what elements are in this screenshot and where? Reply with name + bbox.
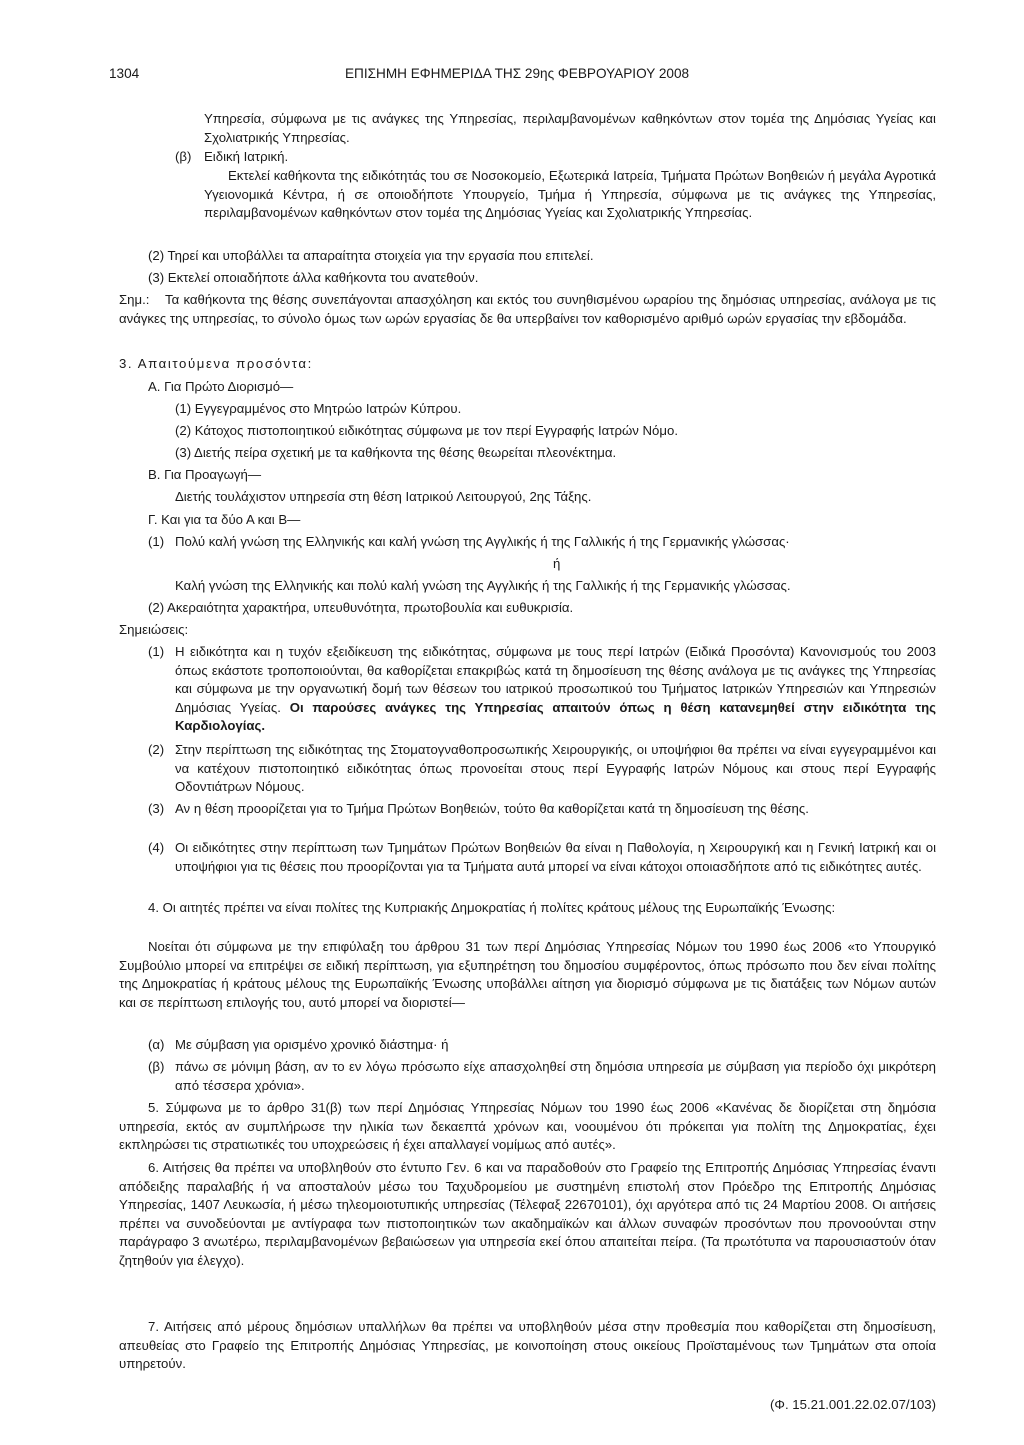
notes-heading: Σημειώσεις: bbox=[119, 622, 189, 637]
proviso-b-label: (β) bbox=[148, 1059, 165, 1074]
duty-beta-title: Ειδική Ιατρική. bbox=[204, 149, 289, 164]
qual-g1-or: ή bbox=[553, 556, 561, 571]
qual-g1-text: Πολύ καλή γνώση της Ελληνικής και καλή γνώση της Αγγλικής ή της Γαλλικής ή της Γερμανικής γλώσσας· bbox=[175, 534, 790, 549]
section-7: 7. Αιτήσεις από μέρους δημόσιων υπαλλήλων θα πρέπει να υποβληθούν μέσα στην προθεσμία που καθορίζεται στη δημοσίευση, απευθείας στο Γραφείο της Επιτροπής Δημόσιας Υπηρεσίας, με κοινοποίηση στους οικείους Προϊσταμένους των Τμημάτων στα οποία υπηρετούν. bbox=[119, 1319, 936, 1372]
proviso-a-label: (α) bbox=[148, 1037, 165, 1052]
gazette-title: ΕΠΙΣΗΜΗ ΕΦΗΜΕΡΙΔΑ ΤΗΣ 29ης ΦΕΒΡΟΥΑΡΙΟΥ 2008 bbox=[344, 66, 690, 81]
qual-g1-alt: Καλή γνώση της Ελληνικής και πολύ καλή γνώση της Αγγλικής ή της Γαλλικής ή της Γερμανικής γλώσσας. bbox=[175, 578, 791, 593]
note-1-text bbox=[175, 643, 936, 736]
qual-a-title: Α. Για Πρώτο Διορισμό— bbox=[148, 379, 294, 394]
note-3-label: (3) bbox=[148, 801, 165, 816]
section-6: 6. Αιτήσεις θα πρέπει να υποβληθούν στο έντυπο Γεν. 6 και να παραδοθούν στο Γραφείο της Επιτροπής Δημόσιας Υπηρεσίας έναντι απόδειξης παραλαβής ή να αποσταλούν μέσω του Ταχυδρομείου με συστημένη επιστολή στον Πρόεδρο της Επιτροπής Δημόσιας Υπηρεσίας, 1407 Λευκωσία, ή μέσω τηλεομοιοτυπικής υπηρεσίας (Τέλεφαξ 22670101), όχι αργότερα από τις 24 Μαρτίου 2008. Οι αιτήσεις πρέπει να συνοδεύονται με αντίγραφα των πιστοποιητικών των ακαδημαϊκών και άλλων συναφών προσόντων που προνοούνται στην παράγραφο 3 ανωτέρω, περιλαμβανομένων βεβαιώσεων για υπηρεσία εκεί όπου απαιτείται πείρα. (Τα πρωτότυπα να παρουσιαστούν όταν ζητηθούν για έλεγχο). bbox=[119, 1160, 936, 1268]
qual-a-item: (1) Εγγεγραμμένος στο Μητρώο Ιατρών Κύπρου. bbox=[175, 401, 462, 416]
section-4: 4. Οι αιτητές πρέπει να είναι πολίτες της Κυπριακής Δημοκρατίας ή πολίτες κράτους μέλους της Ευρωπαϊκής Ένωσης: bbox=[148, 900, 836, 915]
duty-note-text bbox=[119, 291, 936, 328]
note-2-text: Στην περίπτωση της ειδικότητας της Στοματογναθοπροσωπικής Χειρουργικής, οι υποψήφιοι θα πρέπει να είναι εγγεγραμμένοι και να κατέχουν πιστοποιητικό ειδικότητας όπως προνοείται στους περί Εγγραφής Ιατρών Νόμους και στους περί Εγγραφής Οδοντιάτρων Νόμους. bbox=[175, 742, 936, 795]
note-1-emphasis: Οι παρούσες ανάγκες της Υπηρεσίας απαιτούν όπως η θέση κατανεμηθεί στην ειδικότητα της Καρδιολογίας. bbox=[175, 699, 936, 734]
note-3-text: Αν η θέση προορίζεται για το Τμήμα Πρώτων Βοηθειών, τούτο θα καθορίζεται κατά τη δημοσίευση της θέσης. bbox=[175, 801, 809, 816]
qualifications-heading: 3. Απαιτούμενα προσόντα: bbox=[119, 356, 313, 371]
duty-item-2: (2) Τηρεί και υποβάλλει τα απαραίτητα στοιχεία για την εργασία που επιτελεί. bbox=[148, 248, 594, 263]
file-reference: (Φ. 15.21.001.22.02.07/103) bbox=[770, 1397, 936, 1412]
qual-g2: (2) Ακεραιότητα χαρακτήρα, υπευθυνότητα, πρωτοβουλία και ευθυκρισία. bbox=[148, 600, 574, 615]
note-4-text: Οι ειδικότητες στην περίπτωση των Τμημάτων Πρώτων Βοηθειών θα είναι η Παθολογία, η Χειρουργική και η Γενική Ιατρική και οι υποψήφιοι για τις θέσεις που προορίζονται για τα Τμήματα αυτά μπορεί να είναι κάτοχοι οποιασδήποτε από τις ειδικότητες αυτές. bbox=[175, 840, 936, 874]
note-1-body: Η ειδικότητα και η τυχόν εξειδίκευση της ειδικότητας, σύμφωνα με τους περί Ιατρών (Ειδικά Προσόντα) Κανονισμούς του 2003 όπως εκάστοτε τροποποιούνται, θα καθορίζεται επακριβώς κατά τη δημοσίευση της θέσης ανάλογα με τις ανάγκες της Υπηρεσίας και σύμφωνα με την οργανωτική δομή των θέσεων του ιατρικού προσωπικού του Τμήματος Ιατρικών Υπηρεσιών και Υπηρεσιών Δημόσιας Υγείας. bbox=[175, 644, 936, 715]
note-2-label: (2) bbox=[148, 742, 165, 757]
duty-note-label: Σημ.: bbox=[119, 292, 150, 307]
qual-a-item: (3) Διετής πείρα σχετική με τα καθήκοντα της θέσης θεωρείται πλεονέκτημα. bbox=[175, 445, 617, 460]
proviso-a-text: Με σύμβαση για ορισμένο χρονικό διάστημα· ή bbox=[175, 1037, 449, 1052]
qual-a-item: (2) Κάτοχος πιστοποιητικού ειδικότητας σύμφωνα με τον περί Εγγραφής Ιατρών Νόμο. bbox=[175, 423, 678, 438]
qual-b-title: Β. Για Προαγωγή— bbox=[148, 467, 262, 482]
qual-g-title: Γ. Και για τα δύο Α και Β— bbox=[148, 512, 301, 527]
qual-g1-label: (1) bbox=[148, 534, 165, 549]
page-number: 1304 bbox=[109, 66, 140, 81]
note-4-label: (4) bbox=[148, 840, 165, 855]
note-1-label: (1) bbox=[148, 644, 165, 659]
duty-beta-label: (β) bbox=[175, 149, 192, 164]
duty-note-body: Τα καθήκοντα της θέσης συνεπάγονται απασχόληση και εκτός του συνηθισμένου ωραρίου της δημόσιας υπηρεσίας, ανάλογα με τις ανάγκες της υπηρεσίας, το σύνολο όμως των ωρών εργασίας δε θα υπερβαίνει τον καθορισμένο αριθμό ωρών εργασίας την εβδομάδα. bbox=[119, 292, 936, 326]
proviso-b-text: πάνω σε μόνιμη βάση, αν το εν λόγω πρόσωπο είχε απασχοληθεί στη δημόσια υπηρεσία με σύμβαση για περίοδο όχι μικρότερη από τέσσερα χρόνια». bbox=[175, 1059, 936, 1093]
duty-item-3: (3) Εκτελεί οποιαδήποτε άλλα καθήκοντα του ανατεθούν. bbox=[148, 270, 479, 285]
qual-b-text: Διετής τουλάχιστον υπηρεσία στη θέση Ιατρικού Λειτουργού, 2ης Τάξης. bbox=[175, 489, 592, 504]
section-5: 5. Σύμφωνα με το άρθρο 31(β) των περί Δημόσιας Υπηρεσίας Νόμων του 1990 έως 2006 «Κανένας δε διορίζεται στη δημόσια υπηρεσία, εκτός αν συμπλήρωσε την ηλικία των δεκαεπτά χρόνων και, νοουμένου ότι πρόκειται για πολίτη της Δημοκρατίας, έχει εκπληρώσει τις στρατιωτικές του υποχρεώσεις ή έχει απαλλαγεί νομίμως από αυτές». bbox=[119, 1100, 936, 1153]
duty-beta-text: Εκτελεί καθήκοντα της ειδικότητάς του σε Νοσοκομείο, Εξωτερικά Ιατρεία, Τμήματα Πρώτων Βοηθειών ή μεγάλα Αγροτικά Υγειονομικά Κέντρα, ή σε οποιοδήποτε Υπουργείο, Τμήμα ή Υπηρεσία, σύμφωνα με τις ανάγκες της Υπηρεσίας, περιλαμβανομένων καθηκόντων στον τομέα της Δημόσιας Υγείας και Σχολιατρικής Υπηρεσίας. bbox=[204, 168, 936, 221]
duties-continuation: Υπηρεσία, σύμφωνα με τις ανάγκες της Υπηρεσίας, περιλαμβανομένων καθηκόντων στον τομέα της Δημόσιας Υγείας και Σχολιατρικής Υπηρεσίας. bbox=[204, 111, 936, 145]
section-4-proviso: Νοείται ότι σύμφωνα με την επιφύλαξη του άρθρου 31 των περί Δημόσιας Υπηρεσίας Νόμων του 1990 έως 2006 «το Υπουργικό Συμβούλιο μπορεί να επιτρέψει σε ειδική περίπτωση, για εξυπηρέτηση του δημοσίου συμφέροντος, όπως πρόσωπο που δεν είναι πολίτης της Δημοκρατίας ή κράτους μέλους της Ευρωπαϊκής Ένωσης υποβάλλει αίτηση για διορισμό σύμφωνα με τις διατάξεις των Νόμων αυτών και σε περίπτωση επιλογής του, αυτό μπορεί να διοριστεί— bbox=[119, 939, 936, 1010]
